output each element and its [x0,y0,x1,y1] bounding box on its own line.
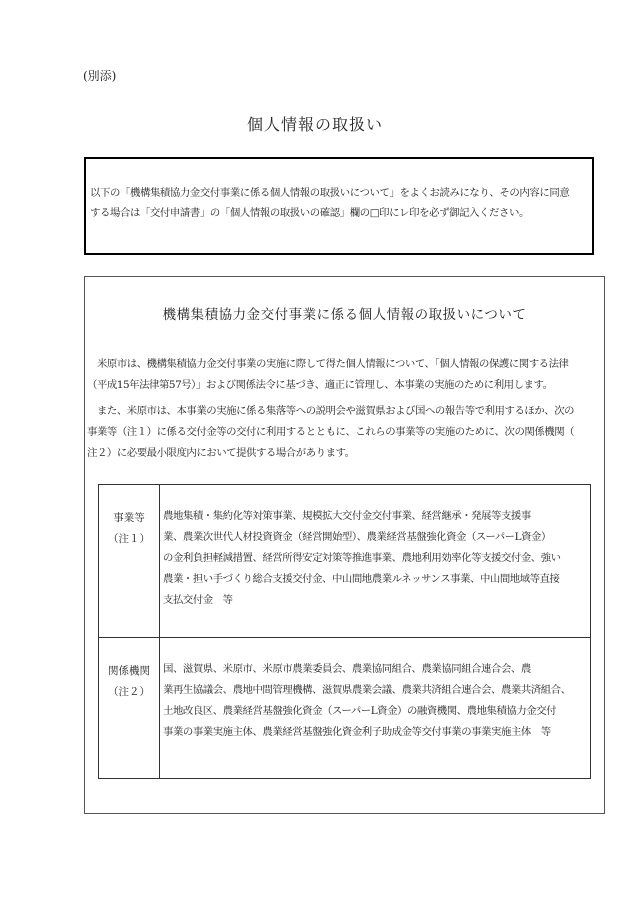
row-label-text: 事業等 [113,512,145,524]
consent-line: 以下の「機構集積協力金交付事業に係る個人情報の取扱いについて」をよくお読みになり、その内容に同意 [90,187,570,199]
row-label-agencies [99,638,160,779]
content-line: 業、農業次世代人材投資資金（経営開始型）、農業経営基盤強化資金（スーパーL資金） [163,531,551,543]
row-label-projects [99,485,160,638]
content-line: 支払交付金 等 [163,594,233,606]
content-line: 農業・担い手づくり総合支援交付金、中山間地農業ルネッサンス事業、中山間地域等直接 [163,573,560,585]
paragraph-line: 注２）に必要最小限度内において提供する場合があります。 [87,447,355,459]
row-label-text: 関係機関 [108,665,150,677]
content-line: 国、滋賀県、米原市、米原市農業委員会、農業協同組合、農業協同組合連合会、農 [163,663,531,675]
table-row [99,485,591,638]
content-line: 業再生協議会、農地中間管理機構、滋賀県農業会議、農業共済組合連合会、農業共済組合、 [163,684,571,696]
paragraph-line: 米原市は、機構集積協力金交付事業の実施に際して得た個人情報について、「個人情報の保護に関する法律 [87,358,569,370]
consent-line: する場合は「交付申請書」の「個人情報の取扱いの確認」欄の□印にレ印を必ず御記入ください。 [90,207,530,219]
notice-title: 機構集積協力金交付事業に係る個人情報の取扱いについて [162,307,527,323]
details-table [98,484,591,779]
row-content-projects [160,485,591,638]
content-line: 事業の事業実施主体、農業経営基盤強化資金利子助成金等交付事業の事業実施主体 等 [163,726,551,738]
attachment-label: (別添) [83,69,117,83]
content-line: の金利負担軽減措置、経営所得安定対策等推進事業、農地利用効率化等支援交付金、強い [163,552,561,564]
row-content-agencies [160,638,591,779]
row-label-note: （注１） [108,533,150,545]
consent-instruction-box [84,157,594,255]
notice-paragraph-1 [87,354,568,396]
content-line: 農地集積・集約化等対策事業、規模拡大交付金交付事業、経営継承・発展等支援事 [163,510,531,522]
content-line: 土地改良区、農業経営基盤強化資金（スーパーL資金）の融資機関、農地集積協力金交付 [163,705,557,717]
table-row [99,638,591,779]
row-label-note: （注２） [108,686,150,698]
paragraph-line: 事業等（注１）に係る交付金等の交付に利用するとともに、これらの事業等の実施のために、次の関係機関（ [87,426,575,438]
notice-paragraph-2 [87,401,574,464]
paragraph-line: また、米原市は、本事業の実施に係る集落等への説明会や滋賀県および国への報告等で利用するほか、次の [87,405,575,417]
page-title: 個人情報の取扱い [246,115,383,134]
paragraph-line: （平成15年法律第57号）」および関係法令に基づき、適正に管理し、本事業の実施のために利用します。 [87,379,553,391]
privacy-notice-section [84,276,605,814]
